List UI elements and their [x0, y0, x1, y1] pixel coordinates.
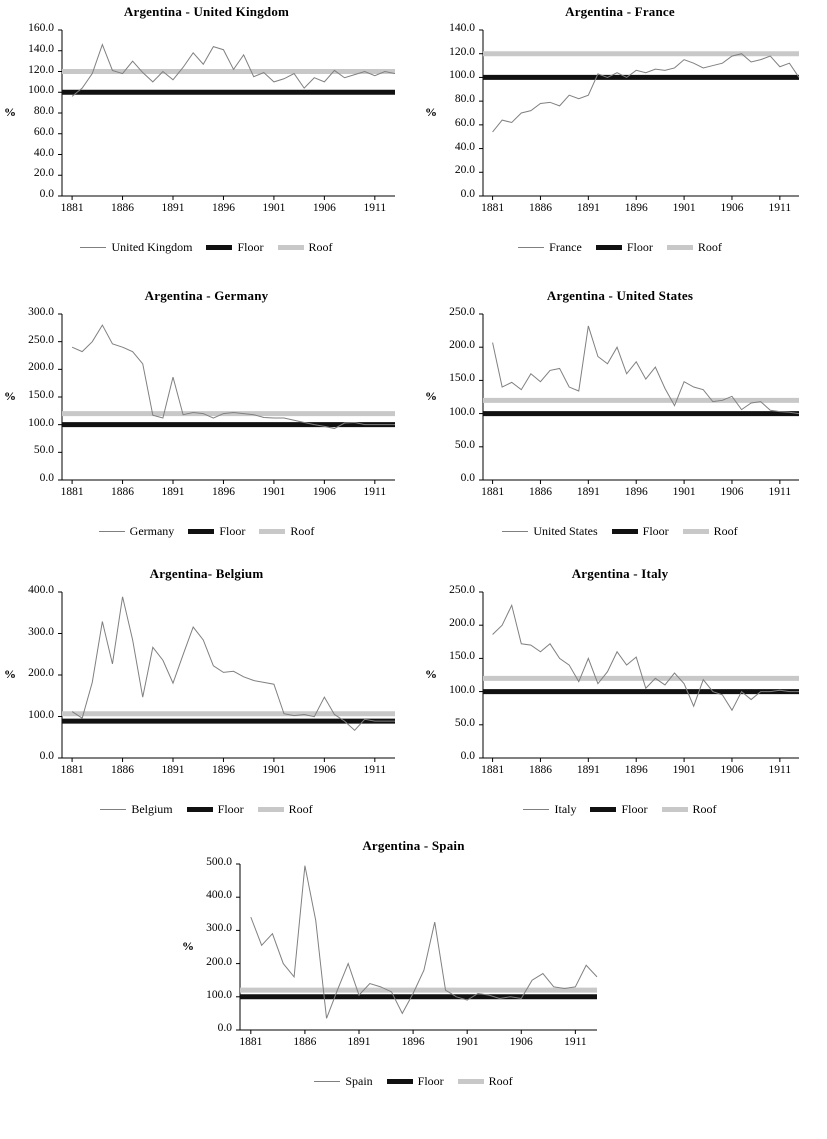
x-tick-label: 1896	[624, 764, 648, 776]
legend-label-floor: Floor	[642, 524, 669, 538]
x-tick-label: 1906	[720, 486, 744, 498]
chart-svg	[0, 20, 413, 230]
legend-item-series	[99, 524, 175, 539]
line-swatch-icon	[502, 531, 528, 532]
x-tick-label: 1901	[262, 202, 286, 214]
series-line	[493, 605, 799, 710]
legend-item-floor	[596, 240, 653, 255]
legend-item-series	[80, 240, 192, 255]
legend-item-roof	[278, 240, 333, 255]
chart-title: Argentina - United Kingdom	[123, 4, 290, 19]
y-tick-label: 120.0	[28, 63, 54, 76]
y-tick-label: 0.0	[460, 188, 475, 200]
x-tick-label: 1901	[455, 1036, 479, 1048]
y-tick-label: 400.0	[206, 889, 232, 902]
y-tick-label: 100.0	[28, 416, 54, 429]
x-tick-label: 1911	[564, 1036, 587, 1048]
y-tick-label: 200.0	[449, 617, 475, 630]
x-tick-label: 1881	[239, 1036, 263, 1048]
chart-legend	[0, 524, 413, 539]
y-tick-label: 0.0	[39, 472, 54, 484]
line-swatch-icon	[523, 809, 549, 810]
x-tick-label: 1901	[672, 202, 696, 214]
roof-swatch-icon	[258, 807, 284, 812]
x-tick-label: 1891	[161, 202, 185, 214]
legend-item-floor	[187, 802, 244, 817]
legend-item-roof	[259, 524, 314, 539]
x-tick-label: 1886	[111, 202, 135, 214]
x-tick-label: 1881	[481, 764, 505, 776]
y-tick-label: 300.0	[28, 625, 54, 638]
chart-svg	[413, 20, 827, 230]
floor-swatch-icon	[187, 807, 213, 812]
x-tick-label: 1896	[624, 486, 648, 498]
legend-label-series: Spain	[345, 1074, 373, 1088]
line-swatch-icon	[518, 247, 544, 248]
roof-swatch-icon	[683, 529, 709, 534]
plot-area	[413, 582, 827, 792]
x-tick-label: 1896	[624, 202, 648, 214]
x-tick-label: 1891	[347, 1036, 371, 1048]
y-tick-label: 100.0	[449, 405, 475, 418]
y-tick-label: 20.0	[454, 164, 475, 177]
legend-label-floor: Floor	[417, 1074, 444, 1088]
x-tick-label: 1886	[111, 486, 135, 498]
y-tick-label: 250.0	[28, 333, 54, 346]
roof-swatch-icon	[662, 807, 688, 812]
series-line	[72, 597, 395, 731]
y-axis-label: %	[425, 389, 437, 403]
legend-item-floor	[590, 802, 647, 817]
y-axis-label: %	[4, 105, 16, 119]
y-tick-label: 50.0	[454, 716, 475, 729]
y-tick-label: 60.0	[33, 125, 54, 138]
roof-swatch-icon	[667, 245, 693, 250]
y-tick-label: 300.0	[28, 306, 54, 318]
x-tick-label: 1911	[768, 202, 792, 214]
y-tick-label: 150.0	[449, 372, 475, 385]
x-tick-label: 1891	[161, 764, 185, 776]
line-swatch-icon	[100, 809, 126, 810]
roof-swatch-icon	[458, 1079, 484, 1084]
y-tick-label: 150.0	[28, 389, 54, 401]
x-tick-label: 1881	[60, 764, 84, 776]
chart-panel-argentina-belgium	[0, 556, 413, 834]
x-tick-label: 1881	[481, 486, 505, 498]
legend-label-floor: Floor	[217, 802, 244, 816]
y-tick-label: 0.0	[460, 750, 475, 762]
legend-label-roof: Roof	[488, 1074, 513, 1088]
line-swatch-icon	[314, 1081, 340, 1082]
x-tick-label: 1886	[111, 764, 135, 776]
chart-legend	[0, 802, 413, 817]
chart-panel-argentina-italy	[413, 556, 827, 834]
y-tick-label: 0.0	[460, 472, 475, 484]
floor-swatch-icon	[596, 245, 622, 250]
plot-area	[0, 20, 413, 230]
x-tick-label: 1896	[211, 764, 235, 776]
x-tick-label: 1886	[293, 1036, 317, 1048]
legend-label-roof: Roof	[288, 802, 313, 816]
x-tick-label: 1911	[363, 202, 387, 214]
legend-item-roof	[258, 802, 313, 817]
floor-swatch-icon	[590, 807, 616, 812]
plot-area	[0, 854, 827, 1064]
y-tick-label: 200.0	[206, 955, 232, 968]
chart-legend	[413, 524, 827, 539]
y-axis-label: %	[425, 667, 437, 681]
x-tick-label: 1911	[363, 486, 387, 498]
chart-title: Argentina - Spain	[362, 838, 465, 853]
y-tick-label: 60.0	[454, 116, 475, 129]
chart-panel-argentina-united-states	[413, 278, 827, 556]
legend-item-floor	[387, 1074, 444, 1089]
x-tick-label: 1906	[312, 764, 336, 776]
legend-label-floor: Floor	[219, 524, 246, 538]
x-tick-label: 1891	[161, 486, 185, 498]
chart-legend	[0, 1074, 827, 1089]
plot-area	[413, 20, 827, 230]
chart-svg	[0, 304, 413, 514]
x-tick-label: 1886	[528, 486, 552, 498]
chart-title: Argentina - France	[565, 4, 675, 19]
legend-item-series	[518, 240, 582, 255]
chart-svg	[0, 582, 413, 792]
series-line	[493, 54, 799, 132]
y-tick-label: 20.0	[33, 167, 54, 180]
floor-swatch-icon	[612, 529, 638, 534]
y-tick-label: 80.0	[33, 105, 54, 117]
chart-panel-argentina-united-kingdom	[0, 0, 413, 278]
legend-label-series: Italy	[554, 802, 577, 816]
legend-item-series	[314, 1074, 372, 1089]
y-tick-label: 100.0	[28, 84, 54, 97]
chart-panel-argentina-germany	[0, 278, 413, 556]
x-tick-label: 1901	[672, 764, 696, 776]
x-tick-label: 1896	[211, 202, 235, 214]
x-tick-label: 1911	[768, 764, 792, 776]
y-tick-label: 0.0	[39, 188, 54, 200]
legend-item-roof	[662, 802, 717, 817]
y-tick-label: 100.0	[28, 708, 54, 721]
legend-item-floor	[188, 524, 245, 539]
legend-label-series: United Kingdom	[111, 240, 193, 254]
legend-label-roof: Roof	[308, 240, 333, 254]
legend-label-roof: Roof	[697, 240, 722, 254]
y-tick-label: 400.0	[28, 584, 54, 596]
floor-swatch-icon	[387, 1079, 413, 1084]
chart-title: Argentina - United States	[546, 288, 694, 303]
chart-svg	[413, 304, 827, 514]
x-tick-label: 1906	[312, 486, 336, 498]
floor-swatch-icon	[188, 529, 214, 534]
y-tick-label: 120.0	[449, 45, 475, 58]
y-tick-label: 200.0	[28, 667, 54, 679]
plot-area	[0, 582, 413, 792]
legend-label-series: United States	[533, 524, 598, 538]
roof-swatch-icon	[259, 529, 285, 534]
y-tick-label: 250.0	[449, 584, 475, 596]
y-tick-label: 50.0	[454, 438, 475, 451]
chart-svg	[413, 582, 827, 792]
x-tick-label: 1906	[720, 202, 744, 214]
x-tick-label: 1906	[509, 1036, 533, 1048]
legend-label-roof: Roof	[290, 524, 315, 538]
x-tick-label: 1886	[528, 764, 552, 776]
y-axis-label: %	[4, 389, 16, 403]
y-tick-label: 150.0	[449, 650, 475, 663]
chart-panel-argentina-spain	[0, 838, 827, 1108]
y-tick-label: 500.0	[206, 856, 232, 868]
x-tick-label: 1881	[60, 486, 84, 498]
x-tick-label: 1891	[576, 764, 600, 776]
x-tick-label: 1911	[363, 764, 387, 776]
x-tick-label: 1906	[312, 202, 336, 214]
x-tick-label: 1901	[262, 486, 286, 498]
legend-item-series	[100, 802, 172, 817]
legend-label-floor: Floor	[237, 240, 264, 254]
legend-label-series: Belgium	[131, 802, 173, 816]
y-tick-label: 200.0	[28, 361, 54, 374]
y-axis-label: %	[182, 939, 194, 953]
x-tick-label: 1881	[481, 202, 505, 214]
line-swatch-icon	[99, 531, 125, 532]
x-tick-label: 1906	[720, 764, 744, 776]
legend-label-floor: Floor	[621, 802, 648, 816]
chart-title: Argentina - Italy	[571, 566, 669, 581]
y-tick-label: 160.0	[28, 22, 54, 34]
y-tick-label: 50.0	[33, 444, 54, 457]
y-tick-label: 100.0	[449, 69, 475, 82]
y-tick-label: 40.0	[454, 140, 475, 153]
plot-area	[0, 304, 413, 514]
x-tick-label: 1896	[211, 486, 235, 498]
legend-label-floor: Floor	[626, 240, 653, 254]
y-tick-label: 140.0	[28, 42, 54, 55]
legend-label-roof: Roof	[692, 802, 717, 816]
x-tick-label: 1891	[576, 202, 600, 214]
roof-swatch-icon	[278, 245, 304, 250]
chart-title: Argentina - Germany	[144, 288, 269, 303]
legend-item-floor	[612, 524, 669, 539]
y-axis-label: %	[425, 105, 437, 119]
x-tick-label: 1881	[60, 202, 84, 214]
x-tick-label: 1901	[672, 486, 696, 498]
y-tick-label: 250.0	[449, 306, 475, 318]
legend-item-floor	[206, 240, 263, 255]
chart-panel-argentina-france	[413, 0, 827, 278]
y-axis-label: %	[4, 667, 16, 681]
line-swatch-icon	[80, 247, 106, 248]
x-tick-label: 1896	[401, 1036, 425, 1048]
y-tick-label: 0.0	[39, 750, 54, 762]
floor-swatch-icon	[206, 245, 232, 250]
y-tick-label: 100.0	[206, 988, 232, 1001]
chart-legend	[0, 240, 413, 255]
y-tick-label: 300.0	[206, 922, 232, 935]
chart-legend	[413, 802, 827, 817]
y-tick-label: 140.0	[449, 22, 475, 34]
chart-title: Argentina- Belgium	[149, 566, 264, 581]
legend-label-roof: Roof	[713, 524, 738, 538]
y-tick-label: 80.0	[454, 93, 475, 106]
legend-item-roof	[683, 524, 738, 539]
legend-item-series	[502, 524, 597, 539]
x-tick-label: 1891	[576, 486, 600, 498]
legend-label-series: Germany	[129, 524, 175, 538]
x-tick-label: 1911	[768, 486, 792, 498]
chart-legend	[413, 240, 827, 255]
y-tick-label: 100.0	[449, 683, 475, 696]
y-tick-label: 0.0	[217, 1022, 232, 1034]
legend-label-series: France	[549, 240, 582, 254]
legend-item-series	[523, 802, 576, 817]
x-tick-label: 1901	[262, 764, 286, 776]
plot-area	[413, 304, 827, 514]
y-tick-label: 200.0	[449, 339, 475, 352]
legend-item-roof	[667, 240, 722, 255]
legend-item-roof	[458, 1074, 513, 1089]
y-tick-label: 40.0	[33, 146, 54, 159]
x-tick-label: 1886	[528, 202, 552, 214]
